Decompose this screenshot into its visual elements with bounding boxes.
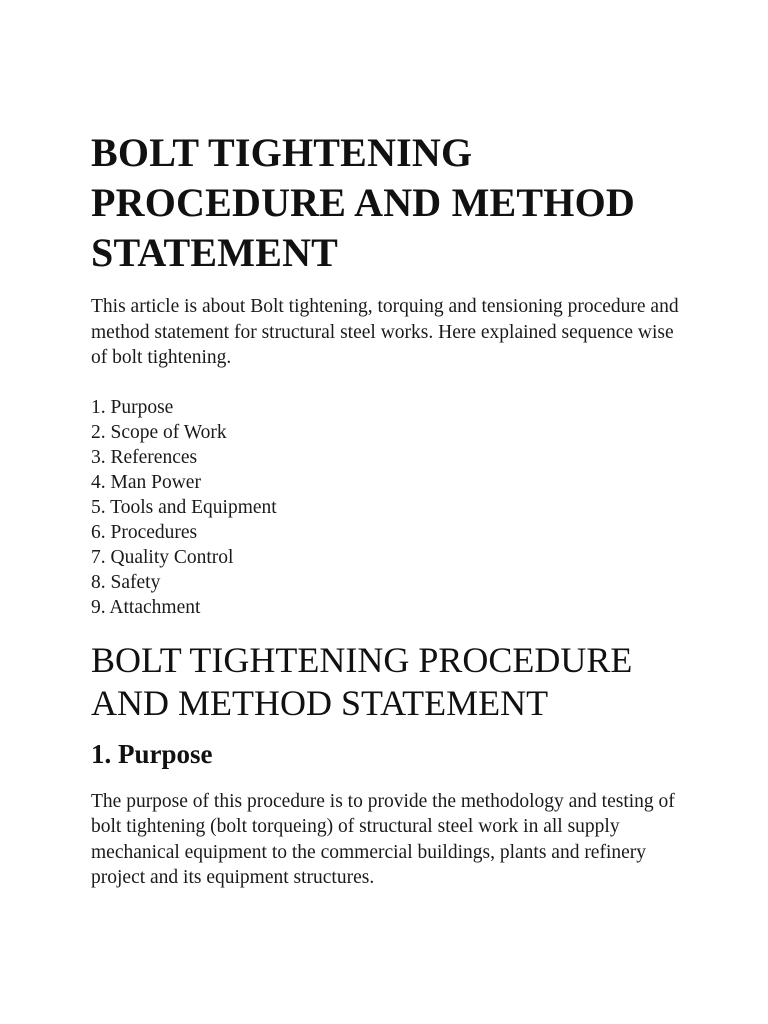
document-page [91,128,691,891]
toc-item-safety: 8. Safety [91,571,161,593]
intro-paragraph: This article is about Bolt tightening, torquing and tensioning procedure and method statement for structural steel works. Here explained sequence wise of bolt tightening. [91,296,679,368]
section-title: BOLT TIGHTENING PROCEDURE AND METHOD STATEMENT [91,639,633,723]
toc-item-purpose: 1. Purpose [91,396,174,418]
toc-item-procedures: 6. Procedures [91,521,198,543]
toc-item-scope-of-work: 2. Scope of Work [91,421,227,443]
purpose-heading: 1. Purpose [91,738,213,769]
purpose-paragraph: The purpose of this procedure is to provide the methodology and testing of bolt tightening (bolt torqueing) of structural steel work in all supply mechanical equipment to the commercial buildings, plants and refinery project and its equipment structures. [91,790,675,888]
toc-item-man-power: 4. Man Power [91,471,201,493]
document-title: BOLT TIGHTENING PROCEDURE AND METHOD STATEMENT [91,130,636,275]
toc-item-references: 3. References [91,446,198,468]
toc-item-attachment: 9. Attachment [91,596,201,618]
toc-item-quality-control: 7. Quality Control [91,546,234,568]
toc-item-tools-and-equipment: 5. Tools and Equipment [91,496,277,518]
table-of-contents [91,395,691,620]
